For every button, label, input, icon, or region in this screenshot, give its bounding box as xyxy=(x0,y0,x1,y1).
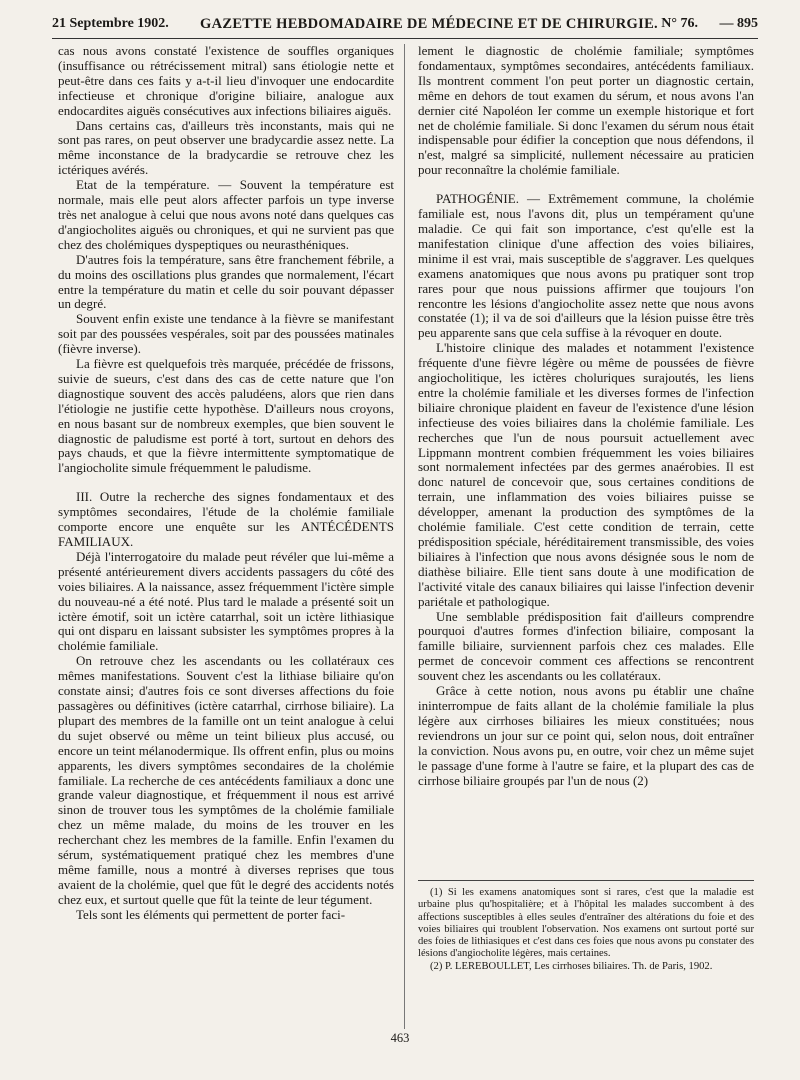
section-paragraph: III. Outre la recherche des signes fondamentaux et des symptômes secondaires, l'étude de la cholémie familiale comporte encore une enquête sur les ANTÉCÉDENTS FAMILIAUX. xyxy=(58,489,394,549)
folio: 463 xyxy=(390,1031,410,1045)
paragraph: Une semblable prédisposition fait d'ailleurs comprendre pourquoi d'autres formes d'infection biliaire, composant la famille biliaire, surviennent parfois chez ces malades. Elle permet de concevoir comment ces affections se rencontrent souvent chez les ascendants ou les collatéraux. xyxy=(418,608,754,684)
header-date: 21 Septembre 1902. xyxy=(52,16,169,31)
footnote: (2) P. LEREBOULLET, Les cirrhoses biliaires. Th. de Paris, 1902. xyxy=(430,960,713,972)
paragraph: D'autres fois la température, sans être franchement fébrile, a du moins des oscillations plus grandes que normalement, l'écart entre la température du matin et celle du soir pouvant dépasser un degré. xyxy=(58,251,394,312)
page-number: — 895 xyxy=(719,16,758,31)
section-paragraph: PATHOGÉNIE. — Extrêmement commune, la cholémie familiale est, nous l'avons dit, plus un tempérament qu'une maladie. Ce qui fait son importance, c'est qu'elle est la manifestation clinique d'une affection des voies biliaires, minime il est vrai, mais susceptible de s'aggraver. Les quelques examens anatomiques que nous avons pu pratiquer sont trop rares pour que nous puissions affirmer que toujours l'on rencontre les lésions d'angiocholite assez nette que nous avons constatée (1); il va de soi d'ailleurs que la lésion puisse être très peu apparente sans que cela suffise à la révoquer en doute. xyxy=(418,191,754,341)
running-header xyxy=(52,12,758,39)
paragraph: On retrouve chez les ascendants ou les collatéraux ces mêmes manifestations. Souvent c'est la lithiase biliaire qu'on constate ainsi; d'autres fois ce sont diverses affections du foie passagères ou définitives (ictère catarrhal, cirrhose biliaire). La plupart des membres de la famille ont un teint analogue à celui du sujet observé ou même un teint bilieux plus accusé, ou encore un teint mélanodermique. Ils offrent enfin, plus ou moins apparents, les divers symptômes secondaires de la cholémie familiale. La recherche de ces antécédents familiaux a donc une grande valeur diagnostique, et fréquemment il nous est arrivé sinon de trouver tous les symptômes de la cholémie familiale chez un même malade, du moins de les trouver en les recherchant chez les membres de la famille. Enfin l'examen du sérum, systématiquement pratiqué chez les membres d'une même famille, nous a montré à diverses reprises que tous avaient de la cholémie, quel que fût le degré des accidents notés chez eux, et surtout quelle que fût la teinte de leur tégument. xyxy=(58,653,394,907)
column-rule xyxy=(404,44,405,1029)
paragraph: Dans certains cas, d'ailleurs très inconstants, mais qui ne sont pas rares, on peut observer une bradycardie assez nette. La même inconstance de la bradycardie se retrouve chez les ictériques avérés. xyxy=(58,117,394,178)
paragraph: L'histoire clinique des malades et notamment l'existence fréquente d'une fièvre légère ou même de poussées de fièvre angiocholitique, les ictères choluriques surajoutés, les liens entre la cholémie familiale et les diverses formes de l'infection biliaire chronique plaident en faveur de l'existence d'une lésion infectieuse des voies biliaires dans la cholémie familiale. Les recherches que l'un de nous poursuit actuellement avec Lippmann montrent combien fréquemment les voies biliaires sont normalement infectées par des germes anaérobies. Il est donc naturel de concevoir que, sous certaines conditions de terrain, une inflammation des voies biliaires puisse se développer, amenant la production des symptômes de la cholémie familiale. C'est cette condition de terrain, cette prédisposition spéciale, héréditairement transmissible, des voies biliaires à l'infection que nous avons désignée sous le nom de diathèse biliaire. Elle tient sans doute à une modification de l'activité vitale des canaux biliaires qui laisse l'infection devenir pariétale et pathologique. xyxy=(418,340,754,609)
issue-number: N° 76. xyxy=(661,16,698,31)
footnote: (1) Si les examens anatomiques sont si rares, c'est que la maladie est urbaine plus qu'hospitalière; et à l'hôpital les malades succombent à des affections susceptibles à elles seules d'entraîner des altérations du foie et des voies biliaires qui troublent l'observation. Nos examens ont surtout porté sur des foies de lithiasiques et c'est dans ces foies que nous avons pu constater des lésions d'angiocholite légères, mais certaines. xyxy=(418,887,754,960)
paragraph: Grâce à cette notion, nous avons pu établir une chaîne ininterrompue de faits allant de la cholémie familiale la plus légère aux cirrhoses biliaires les mieux constituées; nous reviendrons un jour sur ce point qui, selon nous, doit entraîner la conviction. Nous avons pu, en outre, voir chez un même sujet le passage d'une forme à l'autre se faire, et la plupart des cas de cirrhose biliaire groupés par l'un de nous (2) xyxy=(418,683,754,788)
paragraph: lement le diagnostic de cholémie familiale; symptômes fondamentaux, symptômes secondaires, antécédents familiaux. Ils montrent comment l'on peut porter un diagnostic certain, même en dehors de tout examen du sérum, et nous avons l'an dernier cité Napoléon Ier comme un exemple historique et fort net de cholémie familiale. Si donc l'examen du sérum nous était indispensable pour édifier la conception que nous défendons, il n'est, malgré sa simplicité, nullement nécessaire au praticien pour reconnaître la cholémie familiale. xyxy=(418,43,754,178)
journal-title: GAZETTE HEBDOMADAIRE DE MÉDECINE ET DE CHIRURGIE. xyxy=(200,16,658,32)
paragraph: Etat de la température. — Souvent la température est normale, mais elle peut alors affecter parfois un type inverse très net analogue à celui que nous avons noté dans quelques cas d'angiocholites aiguës ou chroniques, et qui ne survient pas que chez des cholémiques dyspeptiques ou neurasthéniques. xyxy=(58,177,394,252)
left-column xyxy=(58,44,394,1034)
paragraph: cas nous avons constaté l'existence de souffles organiques (insuffisance ou rétrécissement mitral) sans étiologie nette et peut-être dans ces faits y a-t-il lieu d'invoquer une endocardite infectieuse et chronique d'origine biliaire, analogue aux endocardites aiguës consécutives aux infections biliaires aiguës. xyxy=(58,43,394,118)
paragraph: Souvent enfin existe une tendance à la fièvre se manifestant soit par des poussées vespérales, soit par des poussées matinales (fièvre inverse). xyxy=(58,311,394,357)
footnotes xyxy=(418,880,754,973)
paragraph: Déjà l'interrogatoire du malade peut révéler que lui-même a présenté antérieurement divers accidents passagers du côté des voies biliaires. A la naissance, assez fréquemment l'ictère simple du nouveau-né a été noté. Plus tard le malade a présenté soit un ictère émotif, soit un ictère catarrhal, soit un ictère lithiasique qui ont disparu en laissant subsister les symptômes propres à la cholémie familiale. xyxy=(58,548,394,654)
right-column xyxy=(418,44,754,874)
paragraph: Tels sont les éléments qui permettent de porter faci- xyxy=(76,906,346,922)
paragraph: La fièvre est quelquefois très marquée, précédée de frissons, suivie de sueurs, c'est dans des cas de cette nature que l'on diagnostique souvent des accès paludéens, alors que rien dans l'étiologie ne justifie cette hypothèse. D'ailleurs nous croyons, en nous basant sur de nombreux exemples, que bien souvent le diagnostic de paludisme est porté à tort, surtout en dehors des pays chauds, et que la fièvre intermittente symptomatique de l'angiocholite simule fréquemment le paludisme. xyxy=(58,356,394,476)
